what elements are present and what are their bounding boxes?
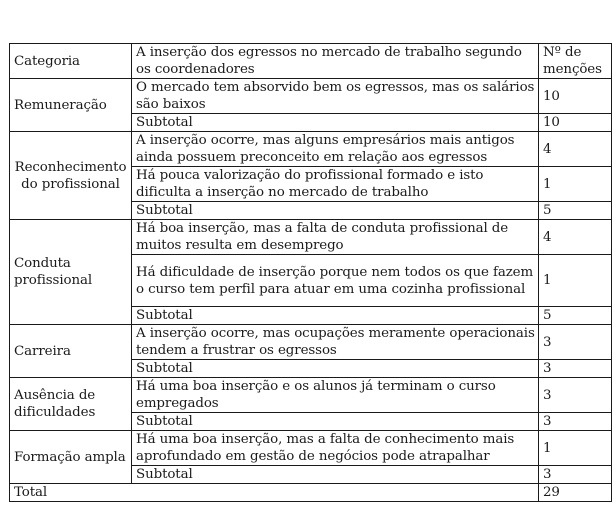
subtotal-label: Subtotal — [132, 114, 539, 132]
subtotal-label: Subtotal — [132, 307, 539, 325]
subtotal-value: 5 — [539, 307, 612, 325]
insertion-table — [9, 43, 612, 502]
table-row — [10, 220, 612, 255]
count-cell: 1 — [539, 431, 612, 466]
description-cell: Há uma boa inserção, mas a falta de conhecimento mais aprofundado em gestão de negócios pode atrapalhar — [132, 431, 539, 466]
subtotal-label: Subtotal — [132, 202, 539, 220]
count-cell: 1 — [539, 255, 612, 307]
header-categoria: Categoria — [10, 44, 132, 79]
category-cell: Ausência de dificuldades — [10, 378, 132, 431]
subtotal-label: Subtotal — [132, 360, 539, 378]
count-cell: 1 — [539, 167, 612, 202]
category-cell: Reconhecimento do profissional — [10, 132, 132, 220]
description-cell: Há pouca valorização do profissional formado e isto dificulta a inserção no mercado de trabalho — [132, 167, 539, 202]
subtotal-value: 3 — [539, 466, 612, 484]
description-cell: Há boa inserção, mas a falta de conduta profissional de muitos resulta em desemprego — [132, 220, 539, 255]
header-descricao: A inserção dos egressos no mercado de trabalho segundo os coordenadores — [132, 44, 539, 79]
count-cell: 3 — [539, 325, 612, 360]
subtotal-value: 5 — [539, 202, 612, 220]
subtotal-value: 3 — [539, 360, 612, 378]
description-cell: Há dificuldade de inserção porque nem todos os que fazem o curso tem perfil para atuar em uma cozinha profissional — [132, 255, 539, 307]
category-cell: Conduta profissional — [10, 220, 132, 325]
category-cell: Remuneração — [10, 79, 132, 132]
table-row — [10, 132, 612, 167]
description-cell: A inserção ocorre, mas alguns empresários mais antigos ainda possuem preconceito em relação aos egressos — [132, 132, 539, 167]
count-cell: 3 — [539, 378, 612, 413]
total-value: 29 — [539, 484, 612, 502]
table-row — [10, 431, 612, 466]
description-cell: A inserção ocorre, mas ocupações meramente operacionais tendem a frustrar os egressos — [132, 325, 539, 360]
header-mencoes: Nº de menções — [539, 44, 612, 79]
subtotal-value: 10 — [539, 114, 612, 132]
total-label: Total — [10, 484, 539, 502]
header-row — [10, 44, 612, 79]
description-cell: Há uma boa inserção e os alunos já terminam o curso empregados — [132, 378, 539, 413]
category-cell: Carreira — [10, 325, 132, 378]
table-row — [10, 378, 612, 413]
count-cell: 10 — [539, 79, 612, 114]
subtotal-label: Subtotal — [132, 466, 539, 484]
total-row — [10, 484, 612, 502]
table-row — [10, 325, 612, 360]
count-cell: 4 — [539, 132, 612, 167]
subtotal-label: Subtotal — [132, 413, 539, 431]
description-cell: O mercado tem absorvido bem os egressos, mas os salários são baixos — [132, 79, 539, 114]
count-cell: 4 — [539, 220, 612, 255]
subtotal-value: 3 — [539, 413, 612, 431]
category-cell: Formação ampla — [10, 431, 132, 484]
table-row — [10, 79, 612, 114]
